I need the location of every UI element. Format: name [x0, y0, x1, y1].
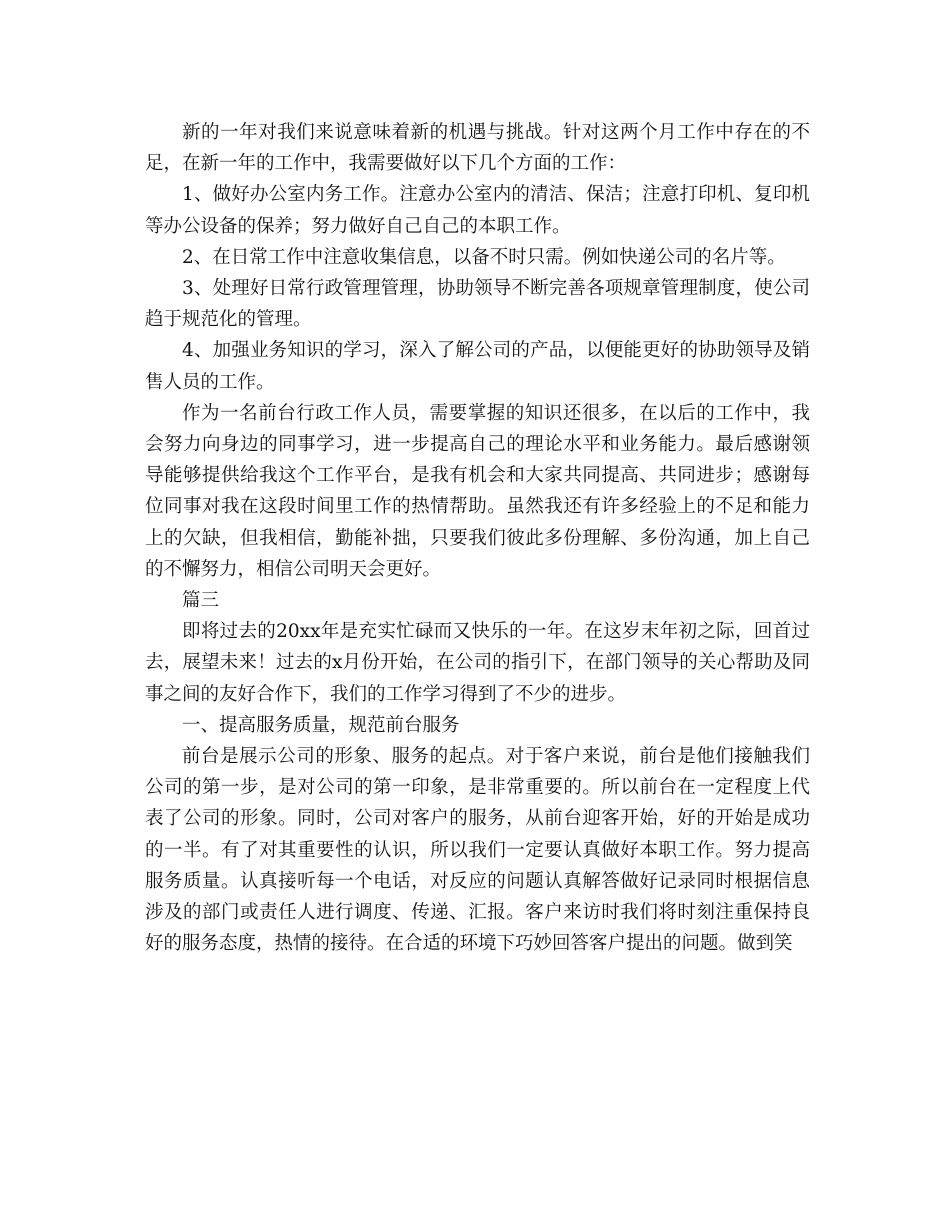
- paragraph-part-three-intro: 即将过去的20xx年是充实忙碌而又快乐的一年。在这岁末年初之际，回首过去，展望未来！过去的x月份开始，在公司的指引下，在部门领导的关心帮助及同事之间的友好合作下，我们的工作学习得到了不少的进步。: [145, 621, 810, 705]
- paragraph-item-3: 3、处理好日常行政管理管理，协助领导不断完善各项规章管理制度，使公司趋于规范化的管理。: [145, 278, 810, 331]
- paragraph-front-desk: 前台是展示公司的形象、服务的起点。对于客户来说，前台是他们接触我们公司的第一步，是对公司的第一印象，是非常重要的。所以前台在一定程度上代表了公司的形象。同时，公司对客户的服务，从前台迎客开始，好的开始是成功的一半。有了对其重要性的认识，所以我们一定要认真做好本职工作。努力提高服务质量。认真接听每一个电话，对反应的问题认真解答做好记录同时根据信息涉及的部门或责任人进行调度、传递、汇报。客户来访时我们将时刻注重保持良好的服务态度，热情的接待。在合适的环境下巧妙回答客户提出的问题。做到笑: [145, 746, 810, 955]
- document-body: [145, 117, 810, 959]
- paragraph-item-4: 4、加强业务知识的学习，深入了解公司的产品，以便能更好的协助领导及销售人员的工作。: [145, 340, 810, 393]
- paragraph-closing: 作为一名前台行政工作人员，需要掌握的知识还很多，在以后的工作中，我会努力向身边的同事学习，进一步提高自己的理论水平和业务能力。最后感谢领导能够提供给我这个工作平台，是我有机会和大家共同提高、共同进步；感谢每位同事对我在这段时间里工作的热情帮助。虽然我还有许多经验上的不足和能力上的欠缺，但我相信，勤能补拙，只要我们彼此多份理解、多份沟通，加上自己的不懈努力，相信公司明天会更好。: [145, 402, 810, 580]
- section-heading-part-three: 篇三: [182, 590, 220, 612]
- paragraph-item-1: 1、做好办公室内务工作。注意办公室内的清洁、保洁；注意打印机、复印机等办公设备的保养；努力做好自己自己的本职工作。: [145, 184, 810, 237]
- section-heading-service-quality: 一、提高服务质量，规范前台服务: [182, 714, 460, 736]
- paragraph-item-2: 2、在日常工作中注意收集信息，以备不时只需。例如快递公司的名片等。: [182, 246, 786, 268]
- paragraph-intro: 新的一年对我们来说意味着新的机遇与挑战。针对这两个月工作中存在的不足，在新一年的工作中，我需要做好以下几个方面的工作：: [145, 122, 810, 175]
